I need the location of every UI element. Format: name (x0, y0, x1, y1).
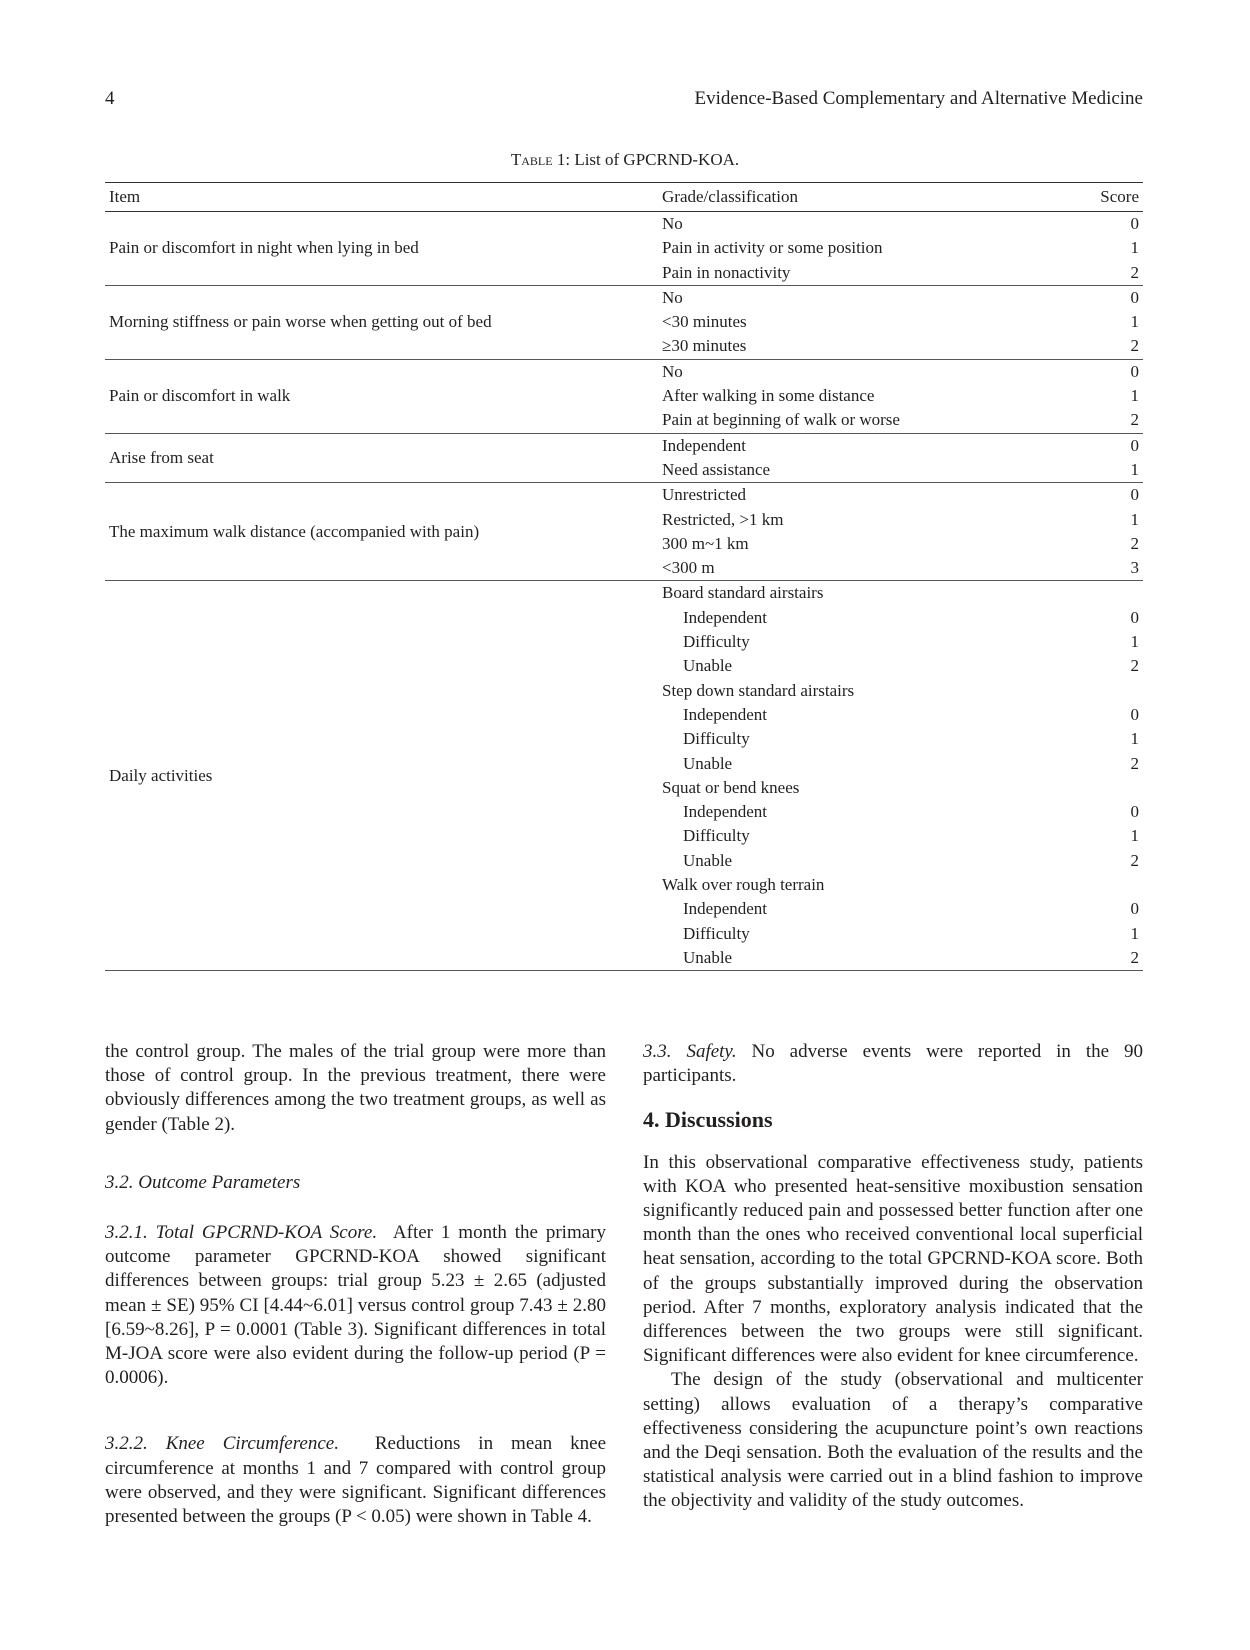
score-value: 3 (1130, 558, 1139, 578)
grade-subgroup-title: Board standard airstairs (662, 583, 824, 603)
score-value (1079, 873, 1139, 897)
table-row-group (105, 433, 1143, 483)
grade-option: ≥30 minutes (662, 336, 747, 356)
score-value: 0 (1130, 704, 1139, 724)
score-value: 1 (1130, 729, 1139, 749)
grade-option: After walking in some distance (662, 386, 875, 406)
grade-option: Difficulty (683, 826, 750, 846)
score-value (1079, 776, 1139, 800)
score-value: 2 (1130, 753, 1139, 773)
grade-option: No (662, 361, 683, 381)
grade-option: Pain in nonactivity (662, 262, 791, 282)
paragraph: In this observational comparative effectiveness study, patients with KOA who presented heat-sensitive moxibustion sensation significantly reduced pain and possessed better function after one month than the ones who received conventional local superficial heat sensation, according to the total GPCRND-KOA score. Both of the groups substantially improved during the observation period. After 7 months, exploratory analysis indicated that the differences between the two groups were still significant. Significant differences were also evident for knee circumference. (643, 1151, 1143, 1367)
score-value: 2 (1130, 850, 1139, 870)
page-number: 4 (105, 88, 115, 109)
grade-option: Pain at beginning of walk or worse (662, 410, 900, 430)
subsection-body: Reductions in mean knee circumference at months 1 and 7 compared with control group were observed, and they were significant. Significant differences presented between the groups (P < 0.05) were shown in Table 4. (105, 1433, 606, 1528)
score-cell (1075, 285, 1143, 359)
score-cell (1075, 359, 1143, 433)
right-column (643, 1040, 1143, 1514)
grade-cell (658, 483, 1075, 581)
section-title: Safety. (686, 1041, 737, 1062)
score-cell (1075, 433, 1143, 483)
item-cell: Daily activities (105, 581, 658, 971)
paragraph: the control group. The males of the trial group were more than those of control group. In the previous treatment, there were obviously differences among the two treatment groups, as well as gender (Table 2). (105, 1041, 606, 1135)
score-value: 0 (1130, 214, 1139, 233)
score-value: 0 (1130, 802, 1139, 822)
score-value: 1 (1130, 923, 1139, 943)
grade-option: <300 m (662, 558, 715, 578)
grade-option: Unable (683, 656, 733, 676)
item-cell: Morning stiffness or pain worse when getting out of bed (105, 285, 658, 359)
table-row (105, 212, 1143, 286)
score-value: 1 (1130, 459, 1139, 479)
subsection-title: 3.2.1. Total GPCRND-KOA Score. (105, 1222, 378, 1244)
score-value: 2 (1130, 262, 1139, 282)
item-cell: The maximum walk distance (accompanied with pain) (105, 483, 658, 581)
score-value: 1 (1130, 826, 1139, 846)
score-value (1079, 679, 1139, 703)
table-row-group (105, 483, 1143, 581)
table-caption (0, 150, 1250, 170)
table-row (105, 359, 1143, 433)
table-row-group (105, 212, 1143, 286)
grade-option: 300 m~1 km (662, 533, 749, 553)
grade-option: No (662, 287, 683, 307)
grade-option: Need assistance (662, 459, 771, 479)
grade-subgroup-title: Squat or bend knees (662, 777, 800, 797)
grade-option: Restricted, >1 km (662, 509, 784, 529)
score-value: 1 (1130, 312, 1139, 332)
score-value: 0 (1130, 899, 1139, 919)
grade-option: Difficulty (683, 632, 750, 652)
grade-option: Independent (683, 899, 768, 919)
header-item: Item (105, 183, 658, 212)
grade-option: Unable (683, 753, 733, 773)
grade-subgroup-title: Walk over rough terrain (662, 875, 825, 895)
table-row (105, 285, 1143, 359)
section-heading-3-2: 3.2. Outcome Parameters (105, 1171, 301, 1193)
score-value: 2 (1130, 947, 1139, 967)
section-number: 3.3. (643, 1041, 672, 1062)
grade-option: Independent (662, 435, 747, 455)
grade-cell (658, 433, 1075, 483)
grade-cell (658, 359, 1075, 433)
score-value (1079, 581, 1139, 605)
score-value: 2 (1130, 533, 1139, 553)
paragraph-3-2-1 (105, 1221, 606, 1390)
grade-subgroup-title: Step down standard airstairs (662, 680, 855, 700)
score-cell (1075, 483, 1143, 581)
score-value: 2 (1130, 656, 1139, 676)
score-value: 0 (1130, 361, 1139, 381)
score-value: 2 (1130, 410, 1139, 430)
section-body: No adverse events were reported in the 90 participants. (643, 1041, 1144, 1087)
grade-option: No (662, 214, 683, 233)
grade-option: Difficulty (683, 729, 750, 749)
score-value: 1 (1130, 238, 1139, 258)
score-value: 2 (1130, 336, 1139, 356)
grade-option: Independent (683, 802, 768, 822)
grade-option: <30 minutes (662, 312, 747, 332)
subsection-title: 3.2.2. Knee Circumference. (105, 1433, 339, 1455)
paragraph: The design of the study (observational and multicenter setting) allows evaluation of a therapy’s comparative effectiveness considering the acupuncture point’s own reactions and the Deqi sensation. Both the evaluation of the results and the statistical analysis were carried out in a blind fashion to improve the objectivity and validity of the study outcomes. (643, 1369, 1143, 1512)
grade-option: Unable (683, 850, 733, 870)
table-row (105, 433, 1143, 483)
table-row-group (105, 581, 1143, 971)
paragraph-3-2-2 (105, 1432, 606, 1529)
score-value: 1 (1130, 509, 1139, 529)
grade-option: Difficulty (683, 923, 750, 943)
header-grade: Grade/classification (658, 183, 1075, 212)
paragraph-3-3 (643, 1040, 1143, 1088)
grade-option: Pain in activity or some position (662, 238, 883, 258)
score-cell (1075, 581, 1143, 971)
subsection-body: After 1 month the primary outcome parameter GPCRND-KOA showed significant differences between groups: trial group 5.23 ± 2.65 (adjusted mean ± SE) 95% CI [4.44~6.01] versus control group 7.43 ± 2.80 [6.59~8.26], P = 0.0001 (Table 3). Significant differences in total M-JOA score were also evident during the follow-up period (P = 0.0006). (105, 1222, 606, 1389)
header-score: Score (1075, 183, 1143, 212)
score-value: 0 (1130, 287, 1139, 307)
grade-option: Independent (683, 607, 768, 627)
running-head: Evidence-Based Complementary and Alternative Medicine (694, 88, 1143, 109)
score-value: 0 (1130, 607, 1139, 627)
table-caption-label: Table 1: (510, 150, 571, 169)
item-cell: Arise from seat (105, 433, 658, 483)
score-value: 1 (1130, 632, 1139, 652)
item-cell: Pain or discomfort in night when lying in bed (105, 212, 658, 286)
table-row (105, 483, 1143, 581)
table-row-group (105, 285, 1143, 359)
grade-cell (658, 581, 1075, 971)
item-cell: Pain or discomfort in walk (105, 359, 658, 433)
score-value: 0 (1130, 485, 1139, 505)
table-header-row (105, 183, 1143, 212)
grade-cell (658, 212, 1075, 286)
grade-cell (658, 285, 1075, 359)
table-caption-text: List of GPCRND-KOA. (574, 150, 740, 169)
table-row-group (105, 359, 1143, 433)
grade-option: Unable (683, 947, 733, 967)
score-value: 0 (1130, 435, 1139, 455)
section-heading-discussions: 4. Discussions (643, 1107, 773, 1133)
score-value: 1 (1130, 386, 1139, 406)
gpcrnd-koa-table (105, 182, 1143, 971)
score-cell (1075, 212, 1143, 286)
grade-option: Unrestricted (662, 485, 747, 505)
grade-option: Independent (683, 704, 768, 724)
left-column (105, 1040, 606, 1529)
table-row (105, 581, 1143, 971)
